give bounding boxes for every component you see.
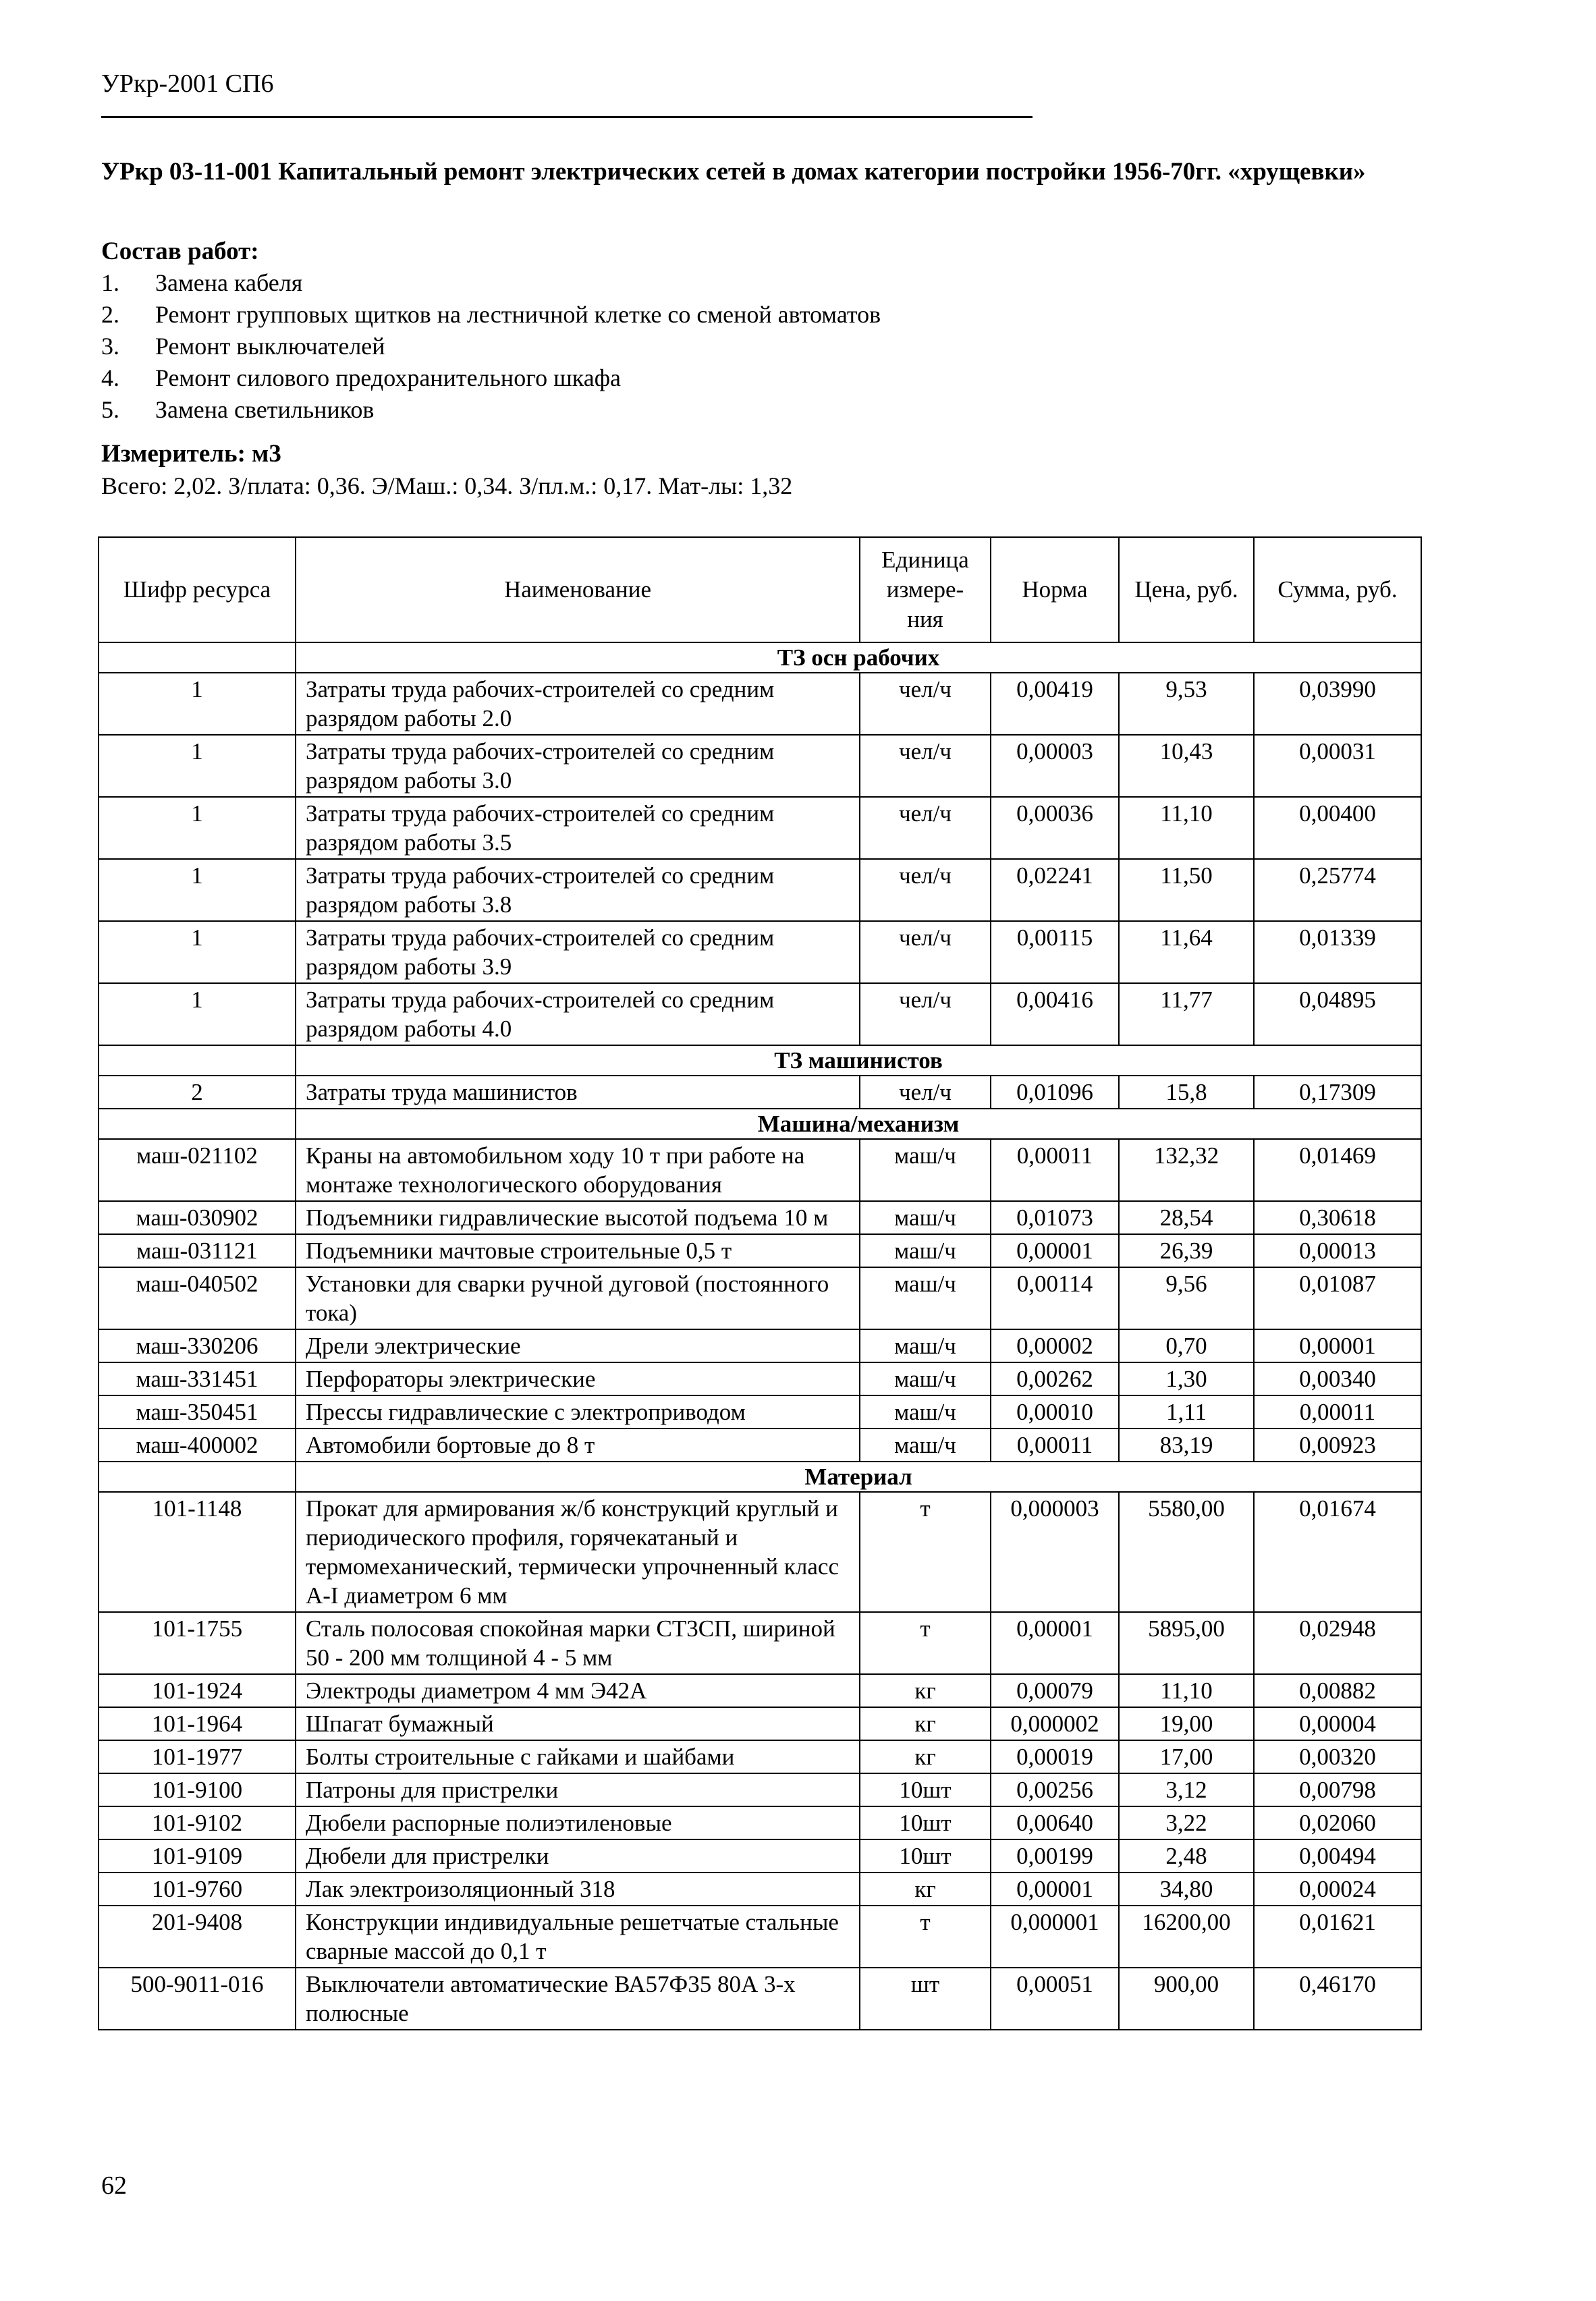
cell-unit: кг [860, 1674, 991, 1707]
cell-price: 11,10 [1119, 797, 1254, 859]
section-row [99, 1462, 1421, 1492]
cell-sum: 0,00320 [1254, 1740, 1421, 1773]
resource-table [98, 536, 1422, 2030]
table-row [99, 983, 1421, 1045]
works-item-number: 2. [101, 301, 119, 328]
cell-price: 3,12 [1119, 1773, 1254, 1806]
section-spacer-cell [99, 642, 296, 673]
table-row [99, 1362, 1421, 1395]
cell-norm: 0,01073 [991, 1201, 1119, 1234]
cell-unit: т [860, 1612, 991, 1674]
table-row [99, 1806, 1421, 1839]
section-label: ТЗ машинистов [296, 1045, 1421, 1076]
cell-price: 5580,00 [1119, 1492, 1254, 1612]
cell-unit: 10шт [860, 1806, 991, 1839]
table-row [99, 1139, 1421, 1201]
cell-price: 5895,00 [1119, 1612, 1254, 1674]
col-header-unit: Единица измере-ния [860, 537, 991, 642]
cell-norm: 0,01096 [991, 1076, 1119, 1109]
cell-price: 16200,00 [1119, 1906, 1254, 1968]
cell-code: 201-9408 [99, 1906, 296, 1968]
cell-name: Дрели электрические [296, 1329, 860, 1362]
cell-code: маш-400002 [99, 1429, 296, 1462]
cell-name: Прессы гидравлические с электроприводом [296, 1395, 860, 1429]
cell-name: Перфораторы электрические [296, 1362, 860, 1395]
cell-price: 3,22 [1119, 1806, 1254, 1839]
table-row [99, 1773, 1421, 1806]
table-row [99, 1267, 1421, 1329]
cell-price: 900,00 [1119, 1968, 1254, 2030]
cell-name: Затраты труда машинистов [296, 1076, 860, 1109]
cell-code: 101-1755 [99, 1612, 296, 1674]
section-label: ТЗ осн рабочих [296, 642, 1421, 673]
table-row [99, 1873, 1421, 1906]
cell-price: 10,43 [1119, 735, 1254, 797]
cell-sum: 0,02060 [1254, 1806, 1421, 1839]
cell-code: 500-9011-016 [99, 1968, 296, 2030]
cell-norm: 0,00114 [991, 1267, 1119, 1329]
cell-name: Затраты труда рабочих-строителей со средним разрядом работы 3.5 [296, 797, 860, 859]
cell-code: 1 [99, 797, 296, 859]
cell-price: 11,50 [1119, 859, 1254, 921]
table-row [99, 1201, 1421, 1234]
cell-unit: маш/ч [860, 1429, 991, 1462]
cell-code: 101-9760 [99, 1873, 296, 1906]
works-list-item [101, 267, 881, 299]
table-row [99, 1740, 1421, 1773]
cell-code: 1 [99, 673, 296, 735]
cell-norm: 0,00036 [991, 797, 1119, 859]
cell-code: 101-1148 [99, 1492, 296, 1612]
works-list-item [101, 331, 881, 362]
cell-name: Подъемники мачтовые строительные 0,5 т [296, 1234, 860, 1267]
section-label: Материал [296, 1462, 1421, 1492]
works-item-number: 3. [101, 333, 119, 360]
table-row [99, 1329, 1421, 1362]
cell-norm: 0,00010 [991, 1395, 1119, 1429]
cell-unit: чел/ч [860, 673, 991, 735]
cell-sum: 0,04895 [1254, 983, 1421, 1045]
works-heading: Состав работ: [101, 238, 259, 265]
cell-norm: 0,00003 [991, 735, 1119, 797]
page-number: 62 [101, 2171, 127, 2200]
cell-sum: 0,00024 [1254, 1873, 1421, 1906]
table-row [99, 1492, 1421, 1612]
cell-sum: 0,00923 [1254, 1429, 1421, 1462]
cell-name: Конструкции индивидуальные решетчатые стальные сварные массой до 0,1 т [296, 1906, 860, 1968]
cell-code: маш-350451 [99, 1395, 296, 1429]
table-row [99, 1707, 1421, 1740]
cell-code: маш-331451 [99, 1362, 296, 1395]
cell-norm: 0,00262 [991, 1362, 1119, 1395]
cell-norm: 0,000003 [991, 1492, 1119, 1612]
cell-unit: кг [860, 1740, 991, 1773]
section-spacer-cell [99, 1462, 296, 1492]
cell-code: 2 [99, 1076, 296, 1109]
cell-code: маш-330206 [99, 1329, 296, 1362]
cell-norm: 0,02241 [991, 859, 1119, 921]
cell-price: 34,80 [1119, 1873, 1254, 1906]
cell-code: 1 [99, 859, 296, 921]
table-row [99, 1906, 1421, 1968]
cell-price: 83,19 [1119, 1429, 1254, 1462]
table-row [99, 1612, 1421, 1674]
cell-unit: т [860, 1492, 991, 1612]
works-item-text: Замена кабеля [155, 269, 303, 296]
section-label: Машина/механизм [296, 1109, 1421, 1139]
table-row [99, 921, 1421, 983]
cell-price: 0,70 [1119, 1329, 1254, 1362]
cell-norm: 0,00051 [991, 1968, 1119, 2030]
cell-norm: 0,000002 [991, 1707, 1119, 1740]
cell-sum: 0,00013 [1254, 1234, 1421, 1267]
col-header-price: Цена, руб. [1119, 537, 1254, 642]
cell-price: 132,32 [1119, 1139, 1254, 1201]
cell-sum: 0,00494 [1254, 1839, 1421, 1873]
cell-name: Электроды диаметром 4 мм Э42А [296, 1674, 860, 1707]
cell-unit: кг [860, 1873, 991, 1906]
cell-norm: 0,00079 [991, 1674, 1119, 1707]
cell-code: 101-1924 [99, 1674, 296, 1707]
works-item-text: Ремонт выключателей [155, 333, 385, 360]
cell-norm: 0,00001 [991, 1234, 1119, 1267]
table-row [99, 1234, 1421, 1267]
cell-sum: 0,01339 [1254, 921, 1421, 983]
cell-norm: 0,00199 [991, 1839, 1119, 1873]
table-row [99, 1076, 1421, 1109]
document-title: УРкр 03-11-001 Капитальный ремонт электрических сетей в домах категории постройки 1956-70гг. «хрущевки» [101, 158, 1366, 186]
cell-sum: 0,01621 [1254, 1906, 1421, 1968]
cell-sum: 0,02948 [1254, 1612, 1421, 1674]
cell-price: 19,00 [1119, 1707, 1254, 1740]
cell-code: 1 [99, 921, 296, 983]
table-row [99, 797, 1421, 859]
cell-norm: 0,00115 [991, 921, 1119, 983]
works-item-number: 4. [101, 364, 119, 391]
cell-sum: 0,00400 [1254, 797, 1421, 859]
cell-norm: 0,00019 [991, 1740, 1119, 1773]
cell-code: маш-040502 [99, 1267, 296, 1329]
cell-name: Шпагат бумажный [296, 1707, 860, 1740]
cell-sum: 0,03990 [1254, 673, 1421, 735]
cell-code: 101-1964 [99, 1707, 296, 1740]
cell-sum: 0,00798 [1254, 1773, 1421, 1806]
cell-price: 1,11 [1119, 1395, 1254, 1429]
cost-totals: Всего: 2,02. З/плата: 0,36. Э/Маш.: 0,34. З/пл.м.: 0,17. Мат-лы: 1,32 [101, 472, 793, 499]
cell-sum: 0,00001 [1254, 1329, 1421, 1362]
cell-unit: чел/ч [860, 735, 991, 797]
cell-sum: 0,00004 [1254, 1707, 1421, 1740]
cell-sum: 0,00340 [1254, 1362, 1421, 1395]
cell-sum: 0,00882 [1254, 1674, 1421, 1707]
cell-name: Сталь полосовая спокойная марки СТ3СП, шириной 50 - 200 мм толщиной 4 - 5 мм [296, 1612, 860, 1674]
cell-sum: 0,01469 [1254, 1139, 1421, 1201]
cell-unit: т [860, 1906, 991, 1968]
table-row [99, 1968, 1421, 2030]
section-spacer-cell [99, 1109, 296, 1139]
cell-unit: маш/ч [860, 1267, 991, 1329]
cell-sum: 0,30618 [1254, 1201, 1421, 1234]
works-list-item [101, 394, 881, 426]
works-list-item [101, 362, 881, 394]
cell-code: 101-9102 [99, 1806, 296, 1839]
cell-norm: 0,00419 [991, 673, 1119, 735]
works-item-text: Замена светильников [155, 396, 375, 423]
cell-sum: 0,00031 [1254, 735, 1421, 797]
cell-price: 1,30 [1119, 1362, 1254, 1395]
cell-norm: 0,00011 [991, 1429, 1119, 1462]
cell-price: 9,56 [1119, 1267, 1254, 1329]
cell-sum: 0,25774 [1254, 859, 1421, 921]
cell-code: 101-1977 [99, 1740, 296, 1773]
cell-price: 2,48 [1119, 1839, 1254, 1873]
works-item-number: 5. [101, 396, 119, 423]
cell-name: Затраты труда рабочих-строителей со средним разрядом работы 3.9 [296, 921, 860, 983]
cell-unit: чел/ч [860, 859, 991, 921]
works-item-number: 1. [101, 269, 119, 296]
cell-price: 11,64 [1119, 921, 1254, 983]
cell-code: маш-031121 [99, 1234, 296, 1267]
col-header-name: Наименование [296, 537, 860, 642]
works-list-item [101, 299, 881, 331]
cell-price: 11,77 [1119, 983, 1254, 1045]
cell-name: Лак электроизоляционный 318 [296, 1873, 860, 1906]
cell-unit: шт [860, 1968, 991, 2030]
cell-code: 101-9100 [99, 1773, 296, 1806]
cell-unit: 10шт [860, 1773, 991, 1806]
cell-name: Затраты труда рабочих-строителей со средним разрядом работы 3.8 [296, 859, 860, 921]
cell-code: маш-021102 [99, 1139, 296, 1201]
running-header: УРкр-2001 СП6 [101, 70, 274, 98]
cell-name: Патроны для пристрелки [296, 1773, 860, 1806]
cell-sum: 0,01087 [1254, 1267, 1421, 1329]
cell-unit: маш/ч [860, 1201, 991, 1234]
col-header-code: Шифр ресурса [99, 537, 296, 642]
cell-unit: чел/ч [860, 1076, 991, 1109]
cell-code: 1 [99, 983, 296, 1045]
table-row [99, 673, 1421, 735]
cell-unit: чел/ч [860, 797, 991, 859]
cell-code: маш-030902 [99, 1201, 296, 1234]
works-item-text: Ремонт групповых щитков на лестничной клетке со сменой автоматов [155, 301, 881, 328]
cell-unit: кг [860, 1707, 991, 1740]
cell-norm: 0,00011 [991, 1139, 1119, 1201]
table-row [99, 1839, 1421, 1873]
cell-price: 11,10 [1119, 1674, 1254, 1707]
cell-unit: маш/ч [860, 1329, 991, 1362]
cell-sum: 0,01674 [1254, 1492, 1421, 1612]
cell-norm: 0,00416 [991, 983, 1119, 1045]
cell-norm: 0,000001 [991, 1906, 1119, 1968]
section-row [99, 1109, 1421, 1139]
cell-code: 101-9109 [99, 1839, 296, 1873]
section-spacer-cell [99, 1045, 296, 1076]
cell-sum: 0,00011 [1254, 1395, 1421, 1429]
cell-sum: 0,46170 [1254, 1968, 1421, 2030]
cell-name: Затраты труда рабочих-строителей со средним разрядом работы 2.0 [296, 673, 860, 735]
table-row [99, 735, 1421, 797]
table-header-row [99, 537, 1421, 642]
cell-unit: маш/ч [860, 1234, 991, 1267]
cell-norm: 0,00640 [991, 1806, 1119, 1839]
cell-name: Дюбели для пристрелки [296, 1839, 860, 1873]
table-row [99, 1674, 1421, 1707]
table-row [99, 1395, 1421, 1429]
cell-unit: чел/ч [860, 921, 991, 983]
cell-name: Подъемники гидравлические высотой подъема 10 м [296, 1201, 860, 1234]
cell-name: Краны на автомобильном ходу 10 т при работе на монтаже технологического оборудования [296, 1139, 860, 1201]
cell-name: Затраты труда рабочих-строителей со средним разрядом работы 3.0 [296, 735, 860, 797]
table-row [99, 859, 1421, 921]
measure-unit: Измеритель: м3 [101, 440, 281, 468]
cell-code: 1 [99, 735, 296, 797]
cell-norm: 0,00001 [991, 1873, 1119, 1906]
col-header-norm: Норма [991, 537, 1119, 642]
cell-norm: 0,00002 [991, 1329, 1119, 1362]
cell-unit: маш/ч [860, 1362, 991, 1395]
section-row [99, 1045, 1421, 1076]
cell-price: 17,00 [1119, 1740, 1254, 1773]
cell-name: Дюбели распорные полиэтиленовые [296, 1806, 860, 1839]
cell-unit: маш/ч [860, 1395, 991, 1429]
cell-price: 28,54 [1119, 1201, 1254, 1234]
cell-price: 15,8 [1119, 1076, 1254, 1109]
cell-sum: 0,17309 [1254, 1076, 1421, 1109]
works-list [101, 267, 881, 426]
table-row [99, 1429, 1421, 1462]
cell-norm: 0,00001 [991, 1612, 1119, 1674]
cell-name: Выключатели автоматические ВА57Ф35 80А 3-х полюсные [296, 1968, 860, 2030]
cell-unit: чел/ч [860, 983, 991, 1045]
header-rule [101, 116, 1033, 118]
col-header-sum: Сумма, руб. [1254, 537, 1421, 642]
cell-norm: 0,00256 [991, 1773, 1119, 1806]
cell-price: 9,53 [1119, 673, 1254, 735]
works-item-text: Ремонт силового предохранительного шкафа [155, 364, 622, 391]
cell-name: Прокат для армирования ж/б конструкций круглый и периодического профиля, горячекатаный и термомеханический, термически упрочненный класс А-I диаметром 6 мм [296, 1492, 860, 1612]
section-row [99, 642, 1421, 673]
cell-unit: 10шт [860, 1839, 991, 1873]
cell-name: Затраты труда рабочих-строителей со средним разрядом работы 4.0 [296, 983, 860, 1045]
cell-price: 26,39 [1119, 1234, 1254, 1267]
table-body [99, 642, 1421, 2030]
cell-unit: маш/ч [860, 1139, 991, 1201]
cell-name: Автомобили бортовые до 8 т [296, 1429, 860, 1462]
cell-name: Установки для сварки ручной дуговой (постоянного тока) [296, 1267, 860, 1329]
cell-name: Болты строительные с гайками и шайбами [296, 1740, 860, 1773]
